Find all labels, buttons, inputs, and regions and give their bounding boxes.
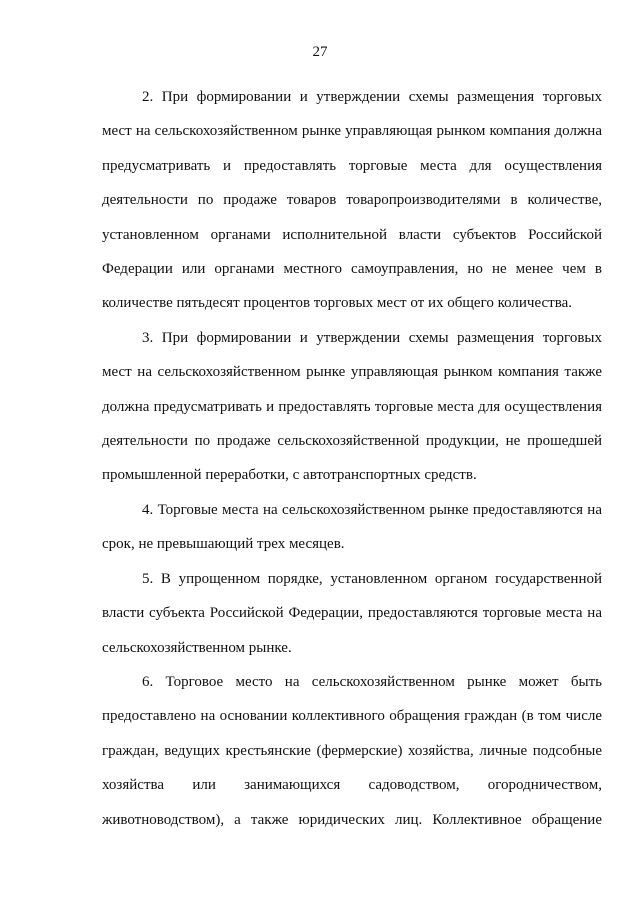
page-number: 27	[312, 44, 328, 60]
paragraph-4: 4. Торговые места на сельскохозяйственном рынке предоставляются на срок, не превышающий трех месяцев.	[102, 501, 602, 553]
paragraph-6: 6. Торговое место на сельскохозяйственном рынке может быть предоставлено на основании коллективного обращения граждан (в том числе граждан, ведущих крестьянские (фермерские) хозяйства, личные подсобные хозяйства или занимающихся садоводством, огородничеством, животноводством), а также юридических лиц. Коллективное обращение	[102, 673, 602, 828]
paragraph-3: 3. При формировании и утверждении схемы размещения торговых мест на сельскохозяйственном рынке управляющая рынком компания также должна предусматривать и предоставлять торговые места для осуществления деятельности по продаже сельскохозяйственной продукции, не прошедшей промышленной переработки, с автотранспортных средств.	[102, 329, 602, 484]
paragraph-5: 5. В упрощенном порядке, установленном органом государственной власти субъекта Российской Федерации, предоставляются торговые места на сельскохозяйственном рынке.	[102, 570, 602, 656]
paragraph-2: 2. При формировании и утверждении схемы размещения торговых мест на сельскохозяйственном рынке управляющая рынком компания должна предусматривать и предоставлять торговые места для осуществления деятельности по продаже товаров товаропроизводителями в количестве, установленном органами исполнительной власти субъектов Российской Федерации или органами местного самоуправления, но не менее чем в количестве пятьдесят процентов торговых мест от их общего количества.	[102, 89, 602, 312]
document-body	[102, 80, 602, 837]
